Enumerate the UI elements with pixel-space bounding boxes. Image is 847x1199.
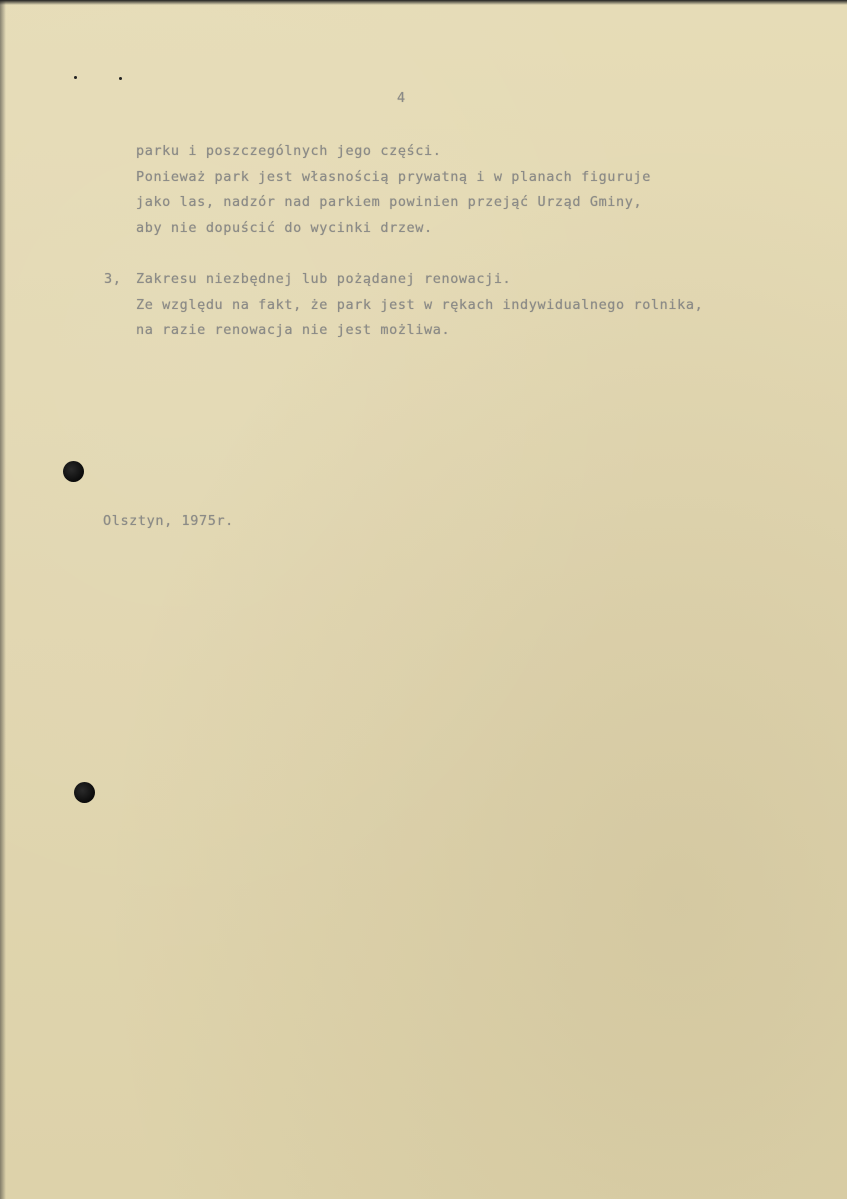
list-item-number: 3,: [104, 271, 122, 287]
ink-speck: [119, 77, 122, 80]
list-item-3: [136, 267, 703, 344]
text-line: Ponieważ park jest własnością prywatną i w planach figuruje: [136, 168, 651, 185]
scan-top-edge: [0, 0, 847, 5]
text-line: jako las, nadzór nad parkiem powinien przejąć Urząd Gminy,: [136, 194, 643, 210]
punch-hole: [63, 461, 84, 482]
page-number: 4: [397, 90, 406, 106]
text-line: Zakresu niezbędnej lub pożądanej renowacji.: [136, 271, 512, 287]
punch-hole: [74, 782, 95, 803]
ink-speck: [74, 76, 77, 79]
text-line: na razie renowacja nie jest możliwa.: [136, 322, 451, 338]
place-date: Olsztyn, 1975r.: [103, 513, 234, 529]
text-line: parku i poszczególnych jego części.: [136, 143, 442, 159]
text-line: aby nie dopuścić do wycinki drzew.: [136, 219, 433, 236]
scan-left-edge: [0, 0, 6, 1199]
paragraph-continuation: [136, 139, 651, 241]
text-line: Ze względu na fakt, że park jest w rękach indywidualnego rolnika,: [136, 296, 704, 313]
